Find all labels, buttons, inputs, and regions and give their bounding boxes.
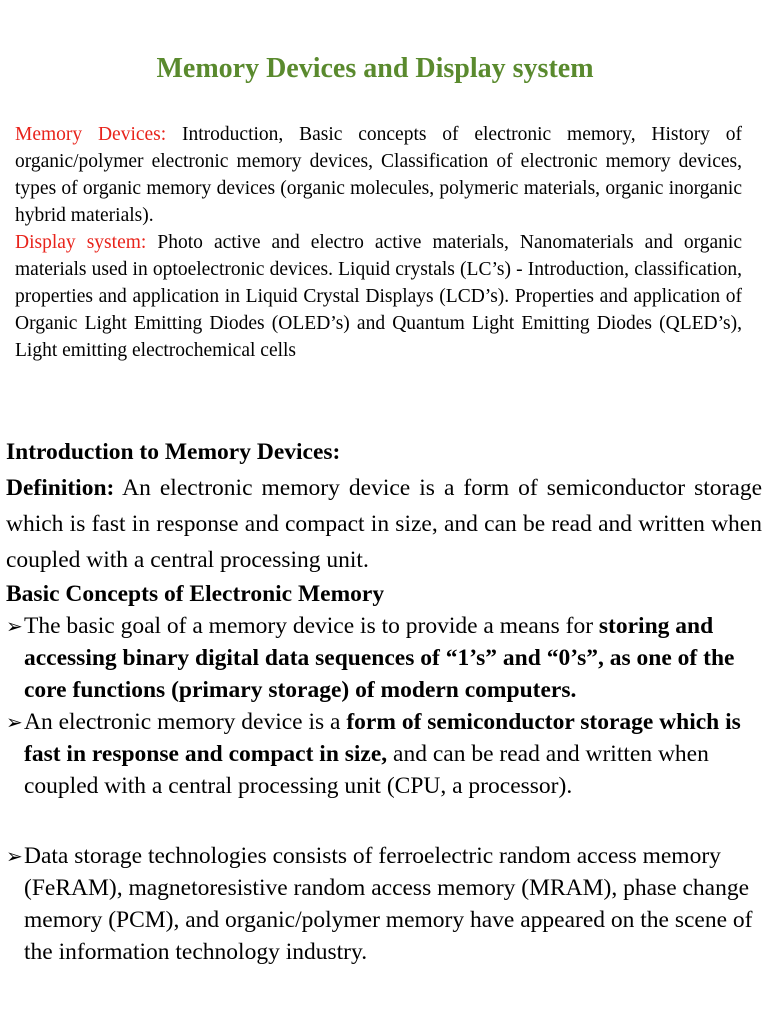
bullet-text: Data storage technologies consists of ferroelectric random access memory (FeRAM), magnetoresistive random access memory (MRAM), phase change memory (PCM), and organic/polymer memory have appeared on the scene of the information technology industry. [24, 843, 753, 965]
page-title: Memory Devices and Display system [156, 52, 594, 84]
bullet-item [6, 610, 762, 706]
display-system-paragraph-2 [15, 256, 742, 364]
memory-devices-text: Introduction, Basic concepts of electronic memory, History of organic/polymer electronic memory devices, Classification of electronic memory devices, types of organic memory devices (organic molecules, polymeric materials, organic inorganic hybrid materials). [15, 124, 742, 226]
memory-devices-label: Memory Devices: [15, 124, 167, 145]
bullet-bold-text: form of semiconductor storage which is fast in response and compact in size, [24, 709, 741, 767]
arrow-bullet-icon: ➢ [6, 844, 23, 868]
definition-text: An electronic memory device is a form of semiconductor storage which is fast in response and compact in size, and can be read and written when coupled with a central processing unit. [6, 475, 762, 573]
syllabus-block [15, 121, 742, 364]
bullet-item [6, 706, 762, 802]
arrow-bullet-icon: ➢ [6, 614, 23, 638]
display-system-text-2: materials used in optoelectronic devices. Liquid crystals (LC’s) - Introduction, classification, properties and application in Liquid Crystal Displays (LCD’s). Properties and application of Organic Light Emitting Diodes (OLED’s) and Quantum Light Emitting Diodes (QLED’s), Light emitting electrochemical cells [15, 259, 742, 361]
definition-paragraph [6, 470, 762, 578]
memory-devices-paragraph [15, 121, 742, 229]
bullet-text: An electronic memory device is a [24, 709, 347, 735]
basic-concepts-heading: Basic Concepts of Electronic Memory [6, 581, 385, 607]
arrow-bullet-icon: ➢ [6, 710, 23, 734]
bullet-item [6, 840, 762, 968]
bullet-text-after: and can be read and written when coupled with a central processing unit (CPU, a processor). [24, 741, 709, 799]
bullet-text: The basic goal of a memory device is to provide a means for [24, 613, 599, 639]
display-system-text-1: Photo active and electro active materials, Nanomaterials and organic [146, 232, 742, 253]
bullet-bold-text: storing and accessing binary digital data sequences of “1’s” and “0’s”, as one of the core functions (primary storage) of modern computers. [24, 613, 735, 703]
display-system-paragraph [15, 229, 742, 256]
definition-label: Definition: [6, 475, 115, 501]
intro-heading: Introduction to Memory Devices: [6, 439, 341, 465]
intro-section [6, 434, 762, 968]
display-system-label: Display system: [15, 232, 147, 253]
